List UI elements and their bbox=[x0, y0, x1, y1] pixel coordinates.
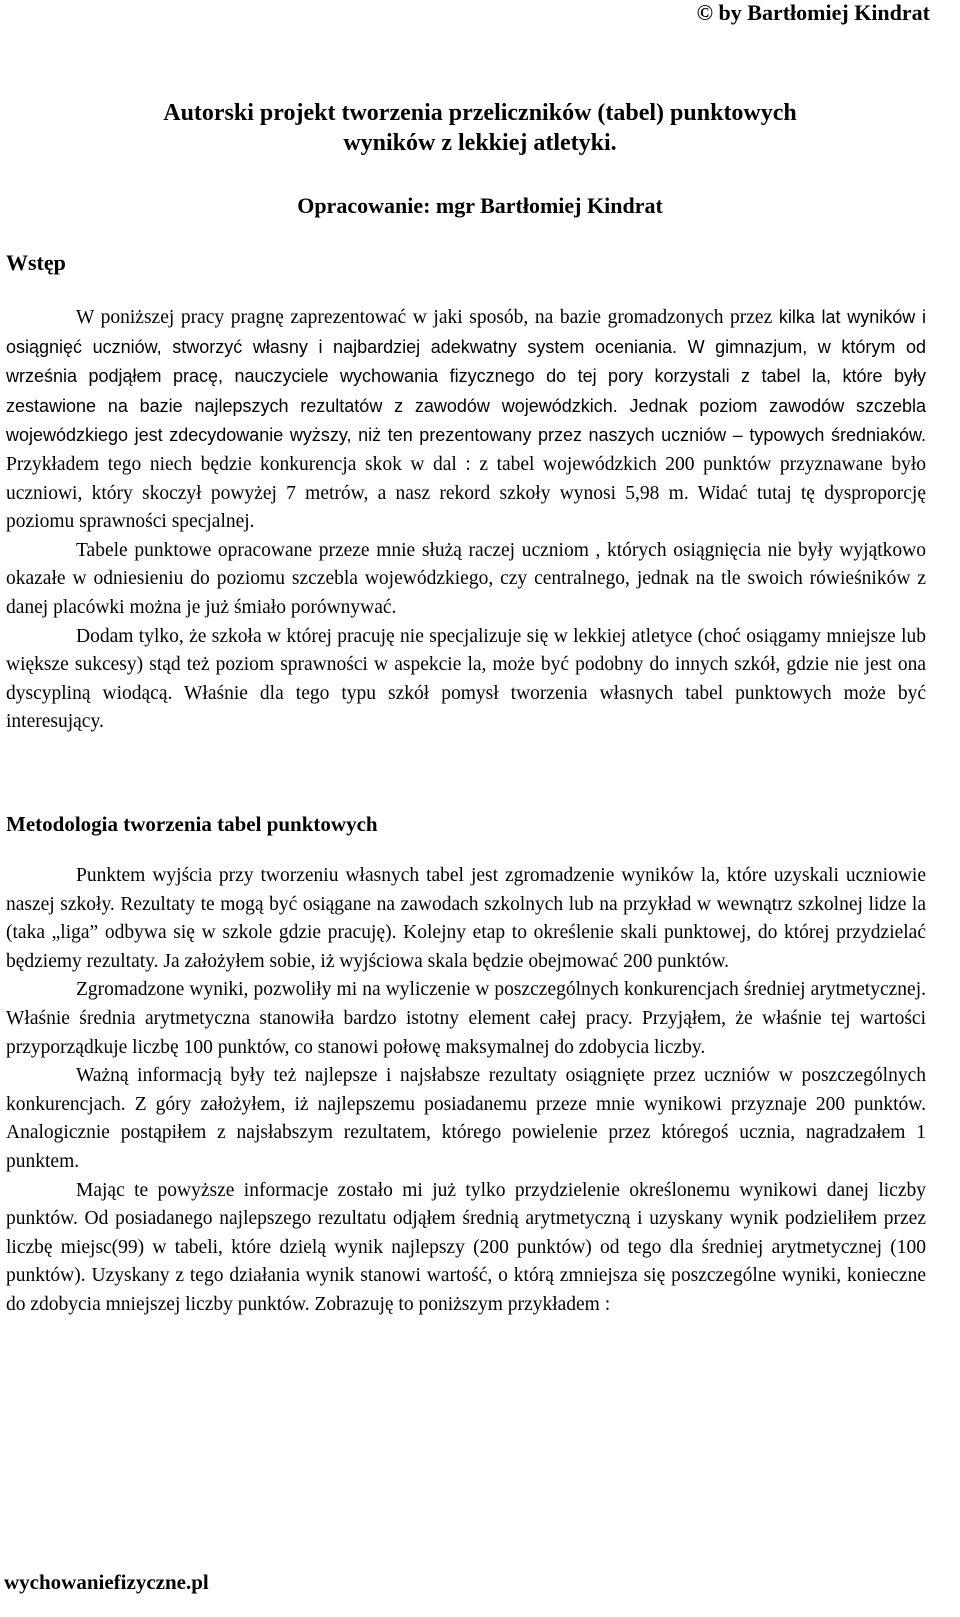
document-title bbox=[30, 98, 930, 158]
document-author: Opracowanie: mgr Bartłomiej Kindrat bbox=[297, 193, 663, 218]
section-heading-methodology: Metodologia tworzenia tabel punktowych bbox=[6, 812, 378, 836]
copyright-notice: © by Bartłomiej Kindrat bbox=[696, 0, 930, 25]
methodology-body bbox=[6, 862, 926, 1320]
intro-paragraph-1-part-b: kilka lat wyników i osiągnięć uczniów, stworzyć własny i najbardziej adekwatny system oceniania. W gimnazjum, w którym od września podjąłem pracę, nauczyciele wychowania fizycznego do tej pory korzystali z tabel la, które były zestawione na bazie najlepszych rezultatów z zawodów wojewódzkich. Jednak poziom zawodów szczebla wojewódzkiego jest zdecydowanie wyższy, niż ten prezentowany przez naszych uczniów – typowych średniaków. bbox=[6, 307, 926, 446]
methodology-paragraph-2: Zgromadzone wyniki, pozwoliły mi na wyliczenie w poszczególnych konkurencjach średniej arytmetycznej. Właśnie średnia arytmetyczna stanowiła bardzo istotny element całej pracy. Przyjąłem, że właśnie tej wartości przyporządkuje liczbę 100 punktów, co stanowi połowę maksymalnej do zdobycia liczby. bbox=[6, 979, 926, 1058]
intro-body bbox=[6, 303, 926, 737]
document-title-line-1: Autorski projekt tworzenia przeliczników (tabel) punktowych bbox=[163, 100, 797, 126]
document-title-line-2: wyników z lekkiej atletyki. bbox=[343, 130, 617, 156]
intro-paragraph-3: Dodam tylko, że szkoła w której pracuję nie specjalizuje się w lekkiej atletyce (choć osiągamy mniejsze lub większe sukcesy) stąd też poziom sprawności w aspekcie la, może być podobny do innych szkół, gdzie nie jest ona dyscypliną wiodącą. Właśnie dla tego typu szkół pomysł tworzenia własnych tabel punktowych może być interesujący. bbox=[6, 625, 926, 733]
intro-paragraph-1-part-c: Przykładem tego niech będzie konkurencja skok w dal : z tabel wojewódzkich 200 punktów przyznawane było uczniowi, który skoczył powyżej 7 metrów, a nasz rekord szkoły wynosi 5,98 m. Widać tutaj tę dysproporcję poziomu sprawności specjalnej. bbox=[6, 453, 926, 533]
methodology-paragraph-4: Mając te powyższe informacje zostało mi już tylko przydzielenie określonemu wynikowi danej liczby punktów. Od posiadanego najlepszego rezultatu odjąłem średnią arytmetyczną i uzyskany wynik podzieliłem przez liczbę miejsc(99) w tabeli, które dzielą wynik najlepszy (200 punktów) od tego dla średniej arytmetycznej (100 punktów). Uzyskany z tego działania wynik stanowi wartość, o którą zmniejsza się poszczególne wyniki, konieczne do zdobycia mniejszej liczby punktów. Zobrazuję to poniższym przykładem : bbox=[6, 1179, 926, 1315]
methodology-paragraph-3: Ważną informacją były też najlepsze i najsłabsze rezultaty osiągnięte przez uczniów w poszczególnych konkurencjach. Z góry założyłem, iż najlepszemu posiadanemu przeze mnie wynikowi przyznaje 200 punktów. Analogicznie postąpiłem z najsłabszym rezultatem, którego powielenie przez któregoś ucznia, nagradzałem 1 punktem. bbox=[6, 1065, 926, 1172]
intro-paragraph-2: Tabele punktowe opracowane przeze mnie służą raczej uczniom , których osiągnięcia nie były wyjątkowo okazałe w odniesieniu do poziomu szczebla wojewódzkiego, czy centralnego, jednak na tle swoich rówieśników z danej placówki można je już śmiało porównywać. bbox=[6, 539, 926, 618]
intro-paragraph-1 bbox=[6, 303, 926, 537]
intro-paragraph-1-part-a: W poniższej pracy pragnę zaprezentować w jaki sposób, na bazie gromadzonych przez bbox=[76, 307, 779, 328]
section-heading-intro: Wstęp bbox=[6, 250, 66, 275]
methodology-paragraph-1: Punktem wyjścia przy tworzeniu własnych tabel jest zgromadzenie wyników la, które uzyskali uczniowie naszej szkoły. Rezultaty te mogą być osiągane na zawodach szkolnych lub na przykład w wewnątrz szkolnej lidze la (taka „liga” odbywa się w szkole gdzie pracuję). Kolejny etap to określenie skali punktowej, do której przydzielać będziemy rezultaty. Ja założyłem sobie, iż wyjściowa skala będzie obejmować 200 punktów. bbox=[6, 865, 926, 972]
footer-site: wychowaniefizyczne.pl bbox=[4, 1570, 209, 1594]
